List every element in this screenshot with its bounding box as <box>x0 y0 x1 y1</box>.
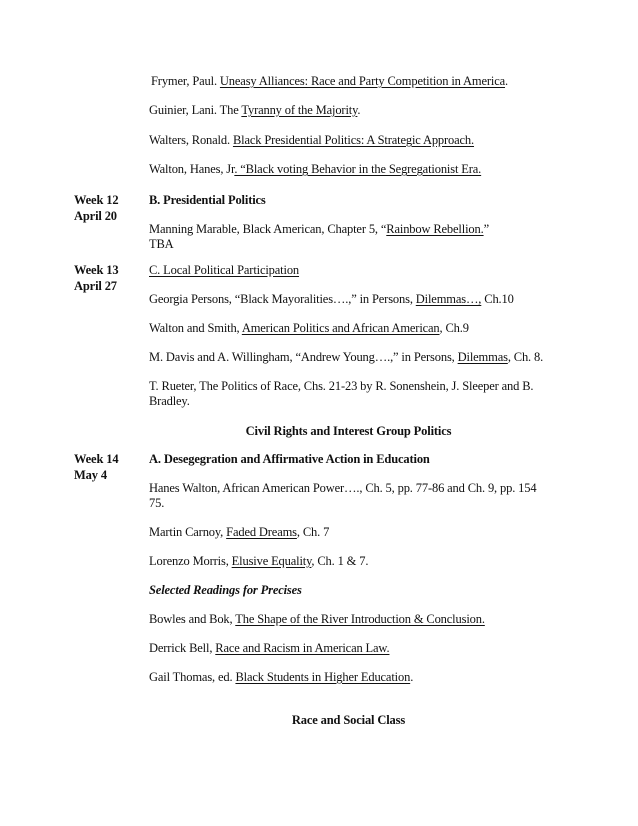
reading-persons <box>149 292 514 307</box>
reading-author: Guinier, Lani. The <box>149 103 242 117</box>
reading-thomas <box>149 670 413 685</box>
reading-suffix: , Ch. 8. <box>507 350 544 364</box>
reading-walton-smith <box>149 321 469 336</box>
reading-hanes-line2: 75. <box>149 496 165 510</box>
week-13-heading: C. Local Political Participation <box>149 263 300 277</box>
reading-title: Dilemmas…, <box>415 292 482 306</box>
reading-author: Lorenzo Morris, <box>149 554 232 568</box>
reading-suffix: . <box>357 103 361 117</box>
reading-suffix: . <box>410 670 414 684</box>
week-14-date: May 4 <box>74 468 107 482</box>
reading-title: Rainbow Rebellion. <box>386 222 484 236</box>
reading-guinier <box>149 103 360 118</box>
reading-author: Derrick Bell, <box>149 641 216 655</box>
week-12-heading: B. Presidential Politics <box>149 193 266 207</box>
reading-frymer <box>151 74 508 89</box>
reading-carnoy <box>149 525 329 540</box>
reading-suffix: , Ch. 1 & 7. <box>311 554 369 568</box>
reading-suffix: ” <box>483 222 489 236</box>
section-heading-race-class: Race and Social Class <box>291 713 406 727</box>
reading-title: Dilemmas <box>457 350 508 364</box>
reading-author: Bowles and Bok, <box>149 612 236 626</box>
reading-author: Gail Thomas, ed. <box>149 670 236 684</box>
reading-title: Uneasy Alliances: Race and Party Competition in America <box>219 74 506 88</box>
reading-author: Walton, Hanes, Jr <box>149 162 235 176</box>
reading-author: Manning Marable, Black American, Chapter 5, “ <box>149 222 387 236</box>
reading-author: Frymer, Paul. <box>151 74 220 88</box>
reading-title: Black Presidential Politics: A Strategic Approach. <box>232 133 475 147</box>
week-12-date: April 20 <box>74 209 117 223</box>
reading-title: . “Black voting Behavior in the Segregationist Era. <box>234 162 482 176</box>
reading-title: Black Students in Higher Education <box>235 670 411 684</box>
reading-author: Martin Carnoy, <box>149 525 227 539</box>
reading-suffix: . <box>505 74 508 88</box>
reading-marable <box>149 222 489 237</box>
week-12-label: Week 12 <box>74 193 119 207</box>
reading-title: Faded Dreams <box>226 525 297 539</box>
reading-title: Elusive Equality <box>231 554 312 568</box>
reading-author: Walters, Ronald. <box>149 133 233 147</box>
reading-rueter-line2: Bradley. <box>149 394 190 408</box>
reading-title: American Politics and African American <box>241 321 440 335</box>
reading-bell <box>149 641 389 656</box>
week-14-heading: A. Desegegration and Affirmative Action in Education <box>149 452 430 466</box>
reading-hanes-line1: Hanes Walton, African American Power…., Ch. 5, pp. 77-86 and Ch. 9, pp. 154 <box>149 481 537 495</box>
reading-morris <box>149 554 368 569</box>
week-13-label: Week 13 <box>74 263 119 277</box>
reading-bowles <box>149 612 485 627</box>
precis-heading: Selected Readings for Precises <box>149 583 302 597</box>
reading-suffix: , Ch. 7 <box>296 525 330 539</box>
section-heading-civil-rights: Civil Rights and Interest Group Politics <box>245 424 452 438</box>
reading-walton <box>149 162 481 177</box>
reading-davis <box>149 350 543 365</box>
reading-walters <box>149 133 474 148</box>
reading-author: Walton and Smith, <box>149 321 242 335</box>
reading-title: Tyranny of the Majority <box>241 103 358 117</box>
week-13-date: April 27 <box>74 279 117 293</box>
week-14-label: Week 14 <box>74 452 119 466</box>
reading-rueter-line1: T. Rueter, The Politics of Race, Chs. 21-23 by R. Sonenshein, J. Sleeper and B. <box>149 379 534 393</box>
reading-author: M. Davis and A. Willingham, “Andrew Young….,” in Persons, <box>149 350 458 364</box>
reading-author: Georgia Persons, “Black Mayoralities….,” in Persons, <box>149 292 416 306</box>
reading-suffix: Ch.10 <box>481 292 514 306</box>
reading-title: Race and Racism in American Law. <box>215 641 390 655</box>
reading-title: The Shape of the River Introduction & Conclusion. <box>235 612 485 626</box>
reading-suffix: , Ch.9 <box>439 321 469 335</box>
reading-tba: TBA <box>149 237 174 251</box>
